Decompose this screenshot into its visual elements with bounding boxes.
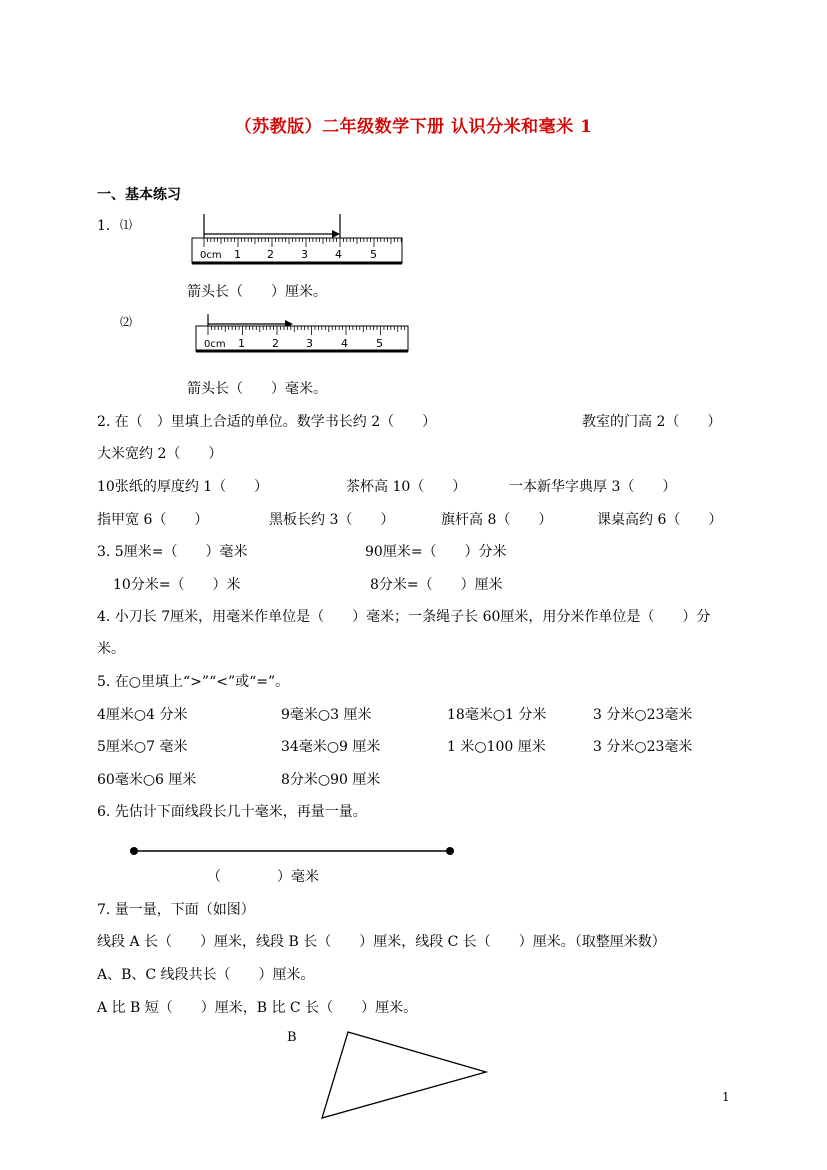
q6-answer: （ ）毫米 — [207, 869, 319, 885]
q2-line1-right: 教室的门高 2（ ） — [582, 414, 722, 430]
q7-line1: 线段 A 长（ ）厘米，线段 B 长（ ）厘米，线段 C 长（ ）厘米。（取整厘米数） — [97, 934, 666, 950]
q7-line2: A、B、C 线段共长（ ）厘米。 — [97, 967, 315, 983]
q2-item: 10张纸的厚度约 1（ ） — [97, 479, 269, 495]
line-segment-figure — [128, 844, 458, 858]
ruler-label: 4 — [335, 248, 342, 261]
q3-item: 10分米=（ ）米 — [113, 577, 241, 593]
ruler-figure-1 — [190, 208, 406, 268]
q2-line2: 大米宽约 2（ ） — [97, 446, 223, 462]
q1-number: 1. — [97, 218, 111, 234]
q3-item: 8分米=（ ）厘米 — [370, 577, 503, 593]
q5-item: 9毫米○3 厘米 — [281, 707, 372, 723]
q7-text: 7. 量一量，下面（如图） — [97, 902, 255, 918]
ruler-label: 2 — [267, 248, 274, 261]
q2-item: 指甲宽 6（ ） — [97, 512, 209, 528]
page-title: （苏教版）二年级数学下册 认识分米和毫米 1 — [234, 117, 593, 137]
q5-item: 3 分米○23毫米 — [593, 739, 693, 755]
q5-item: 34毫米○9 厘米 — [281, 739, 381, 755]
q5-intro: 5. 在○里填上“>”“<”或“=”。 — [97, 674, 290, 690]
label-b: B — [287, 1030, 297, 1045]
ruler-label: 1 — [234, 248, 241, 261]
q1-part2-answer: 箭头长（ ）毫米。 — [187, 381, 327, 397]
q5-item: 18毫米○1 分米 — [447, 707, 547, 723]
ruler-label: 0cm — [204, 339, 226, 350]
q5-item: 1 米○100 厘米 — [447, 739, 546, 755]
q5-item: 8分米○90 厘米 — [281, 772, 381, 788]
page-number: 1 — [722, 1090, 730, 1104]
q2-item: 一本新华字典厚 3（ ） — [509, 479, 677, 495]
q2-item: 课桌高约 6（ ） — [597, 512, 723, 528]
q4-line1: 4. 小刀长 7厘米，用毫米作单位是（ ）毫米；一条绳子长 60厘米，用分米作单位是（ ）分 — [97, 609, 711, 625]
ruler-label: 1 — [238, 337, 245, 350]
ruler-label: 3 — [306, 337, 313, 350]
q1-part1-label: ⑴ — [120, 218, 133, 232]
q2-item: 黑板长约 3（ ） — [269, 512, 395, 528]
q5-item: 60毫米○6 厘米 — [97, 772, 197, 788]
ruler-figure-2 — [194, 308, 412, 356]
ruler-label: 3 — [301, 248, 308, 261]
q7-line3: A 比 B 短（ ）厘米，B 比 C 长（ ）厘米。 — [97, 1000, 418, 1016]
q2-item: 茶杯高 10（ ） — [346, 479, 467, 495]
q1-part2-label: ⑵ — [120, 315, 133, 329]
q1-part1-answer: 箭头长（ ）厘米。 — [187, 284, 327, 300]
triangle-figure — [316, 1028, 494, 1124]
ruler-label: 2 — [272, 337, 279, 350]
q5-item: 4厘米○4 分米 — [97, 707, 188, 723]
q5-item: 5厘米○7 毫米 — [97, 739, 188, 755]
q2-item: 旗杆高 8（ ） — [441, 512, 553, 528]
ruler-label: 0cm — [200, 250, 222, 261]
q3-item: 90厘米=（ ）分米 — [365, 544, 507, 560]
q3-item: 3. 5厘米=（ ）毫米 — [97, 544, 248, 560]
q5-item: 3 分米○23毫米 — [593, 707, 693, 723]
ruler-label: 4 — [341, 337, 348, 350]
q2-line1: 2. 在（ ）里填上合适的单位。数学书长约 2（ ） — [97, 414, 437, 430]
q6-text: 6. 先估计下面线段长几十毫米，再量一量。 — [97, 804, 367, 820]
ruler-label: 5 — [376, 337, 383, 350]
ruler-label: 5 — [370, 248, 377, 261]
q4-line2: 米。 — [97, 641, 125, 657]
section-heading: 一、基本练习 — [97, 187, 181, 203]
